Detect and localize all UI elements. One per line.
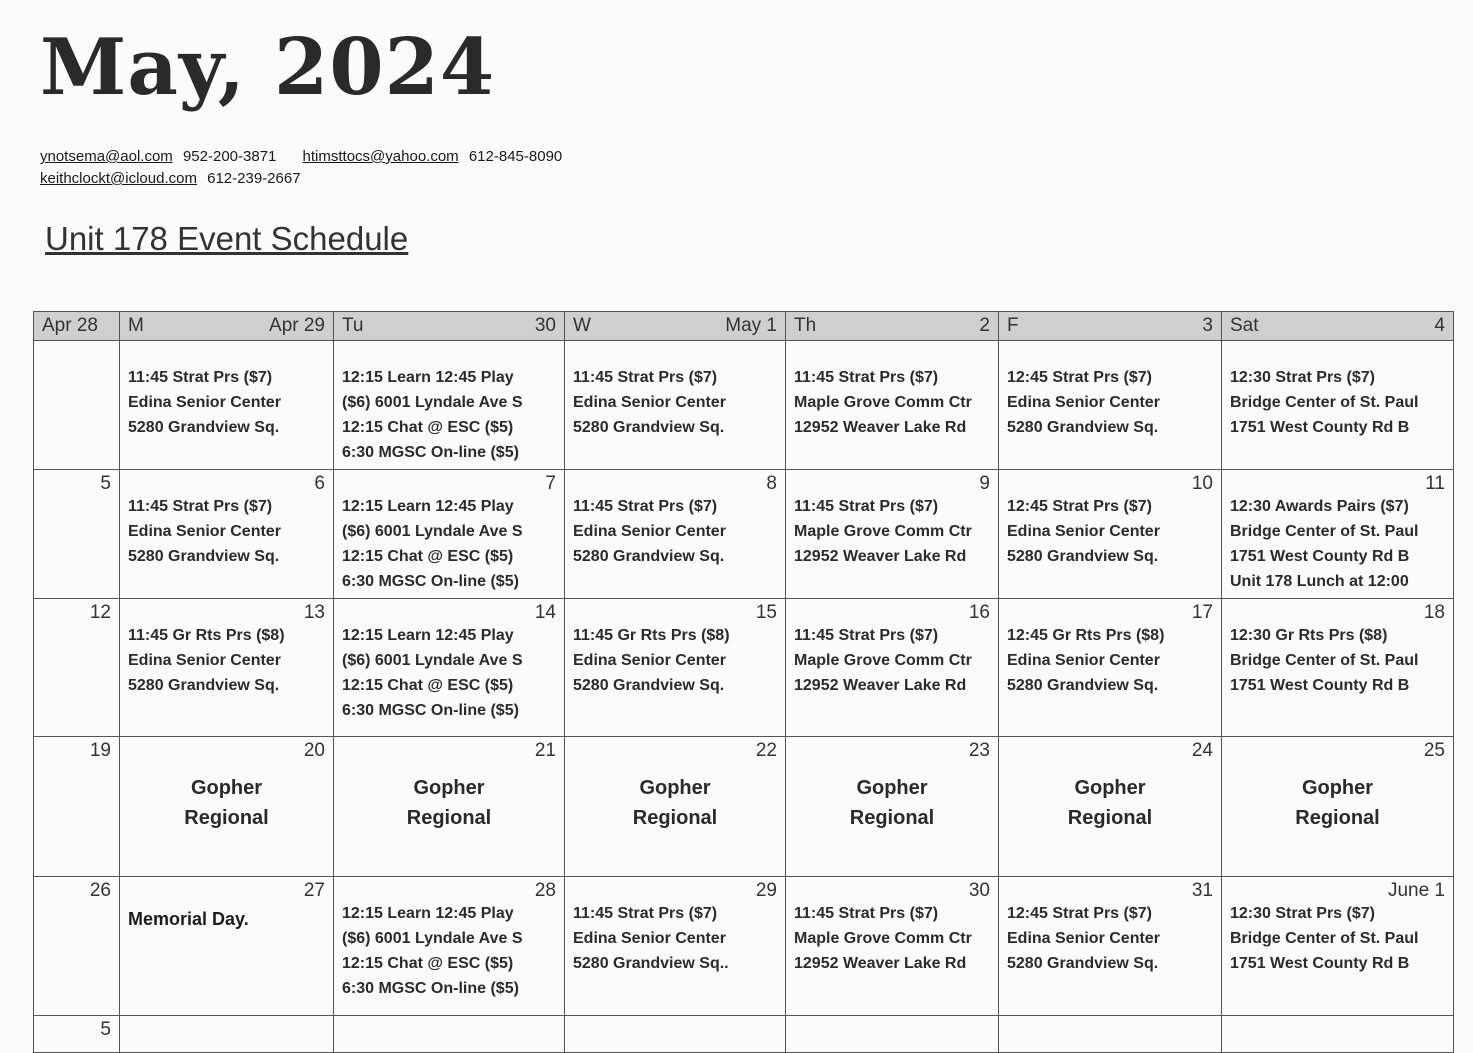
event-details — [1230, 494, 1445, 594]
regional-event-line: Gopher — [639, 777, 711, 799]
header-date: 4 — [1434, 315, 1445, 336]
event-line: Maple Grove Comm Ctr — [794, 394, 972, 411]
day-number: 15 — [755, 602, 777, 623]
event-line: 5280 Grandview Sq. — [1007, 677, 1159, 694]
email-link[interactable]: keithclockt@icloud.com — [40, 170, 197, 187]
event-details — [342, 365, 556, 465]
phone-number: 952-200-3871 — [182, 148, 277, 165]
event-line: Edina Senior Center — [573, 930, 726, 947]
day-number: 5 — [100, 1019, 111, 1040]
event-details — [1230, 365, 1445, 440]
day-cell — [1222, 737, 1454, 877]
week-row — [34, 1016, 1454, 1053]
day-cell — [999, 470, 1222, 599]
event-line: 12:15 Learn 12:45 Play — [342, 627, 514, 644]
weekday-header — [120, 312, 334, 341]
event-line: 12:15 Chat @ ESC ($5) — [342, 419, 514, 436]
day-cell — [999, 877, 1222, 1016]
day-number: 28 — [534, 880, 556, 901]
weekday-name: Tu — [342, 315, 364, 336]
day-cell — [786, 341, 999, 470]
day-number: 20 — [303, 740, 325, 761]
event-line: Edina Senior Center — [1007, 930, 1160, 947]
day-cell — [786, 1016, 999, 1053]
event-details — [1007, 365, 1213, 440]
calendar-body — [34, 341, 1454, 1053]
day-number — [128, 1020, 325, 1040]
event-line: Maple Grove Comm Ctr — [794, 523, 972, 540]
event-line: 12:15 Chat @ ESC ($5) — [342, 677, 514, 694]
event-line: 5280 Grandview Sq. — [128, 677, 280, 694]
day-number: 24 — [1191, 740, 1213, 761]
event-details — [794, 494, 990, 569]
week-row — [34, 341, 1454, 470]
day-number — [42, 345, 111, 365]
event-line: 12:45 Gr Rts Prs ($8) — [1007, 627, 1165, 644]
day-cell — [334, 1016, 565, 1053]
event-line: 11:45 Strat Prs ($7) — [573, 905, 718, 922]
day-number: 23 — [968, 740, 990, 761]
phone-number: 612-845-8090 — [468, 148, 563, 165]
event-line: Bridge Center of St. Paul — [1230, 394, 1419, 411]
day-number: 18 — [1423, 602, 1445, 623]
day-cell — [565, 1016, 786, 1053]
day-number: 10 — [1191, 473, 1213, 494]
weekday-header — [1222, 312, 1454, 341]
event-line: 12952 Weaver Lake Rd — [794, 677, 967, 694]
event-line: 12:30 Gr Rts Prs ($8) — [1230, 627, 1388, 644]
event-line: ($6) 6001 Lyndale Ave S — [342, 523, 523, 540]
contact-list — [40, 146, 584, 190]
event-details — [1007, 901, 1213, 976]
regional-event — [1230, 773, 1445, 833]
event-line: 5280 Grandview Sq. — [573, 548, 725, 565]
regional-event-line: Regional — [1295, 807, 1380, 829]
event-line: Edina Senior Center — [128, 652, 281, 669]
event-line: ($6) 6001 Lyndale Ave S — [342, 394, 523, 411]
event-line: Bridge Center of St. Paul — [1230, 930, 1419, 947]
event-line: 6:30 MGSC On-line ($5) — [342, 980, 519, 997]
weekday-name: Th — [794, 315, 817, 336]
day-cell — [120, 599, 334, 737]
event-line: 5280 Grandview Sq. — [573, 677, 725, 694]
event-line: 12:30 Awards Pairs ($7) — [1230, 498, 1409, 515]
day-cell — [786, 877, 999, 1016]
day-cell — [786, 470, 999, 599]
page-title: May, 2024 — [40, 22, 496, 113]
day-number — [573, 1020, 777, 1040]
day-cell — [120, 877, 334, 1016]
event-line: Edina Senior Center — [128, 523, 281, 540]
day-cell — [334, 470, 565, 599]
holiday-note: Memorial Day. — [128, 909, 249, 929]
event-line: 11:45 Strat Prs ($7) — [794, 498, 939, 515]
day-number: 12 — [89, 602, 111, 623]
regional-event — [573, 773, 777, 833]
event-line: 6:30 MGSC On-line ($5) — [342, 702, 519, 719]
day-cell — [999, 599, 1222, 737]
weekday-header — [786, 312, 999, 341]
calendar-grid — [33, 311, 1454, 1053]
regional-event-line: Regional — [632, 807, 718, 829]
day-cell — [565, 341, 786, 470]
day-cell — [34, 1016, 120, 1053]
event-details — [1007, 494, 1213, 569]
event-line: 11:45 Strat Prs ($7) — [794, 627, 939, 644]
event-line: 1751 West County Rd B — [1230, 677, 1410, 694]
day-cell — [1222, 877, 1454, 1016]
day-number — [342, 345, 556, 365]
day-cell — [565, 737, 786, 877]
regional-event-line: Gopher — [190, 777, 263, 799]
event-line: 12:30 Strat Prs ($7) — [1230, 905, 1375, 922]
regional-event — [128, 773, 325, 833]
day-cell — [34, 877, 120, 1016]
event-line: Edina Senior Center — [1007, 394, 1160, 411]
event-details — [128, 623, 325, 698]
regional-event-line: Regional — [184, 807, 269, 829]
contact-row — [40, 146, 584, 168]
event-line: Maple Grove Comm Ctr — [794, 652, 972, 669]
event-details — [342, 623, 556, 723]
event-line: 5280 Grandview Sq. — [1007, 419, 1159, 436]
header-date: 3 — [1202, 315, 1213, 336]
regional-event-line: Regional — [1067, 807, 1153, 829]
event-line: 5280 Grandview Sq. — [573, 419, 725, 436]
header-date: 2 — [979, 315, 990, 336]
event-line: 5280 Grandview Sq. — [128, 548, 280, 565]
day-cell — [120, 470, 334, 599]
event-details — [342, 494, 556, 594]
regional-event-line: Gopher — [1301, 777, 1374, 799]
weekday-header — [565, 312, 786, 341]
weekday-header — [334, 312, 565, 341]
regional-event — [794, 773, 990, 833]
day-number — [342, 1020, 556, 1040]
day-number: 17 — [1191, 602, 1213, 623]
event-line: 11:45 Strat Prs ($7) — [573, 369, 718, 386]
weekday-header — [34, 312, 120, 341]
event-line: Unit 178 Lunch at 12:00 — [1230, 573, 1409, 590]
event-line: 11:45 Strat Prs ($7) — [128, 369, 273, 386]
regional-event-line: Gopher — [856, 777, 928, 799]
schedule-title: Unit 178 Event Schedule — [45, 220, 409, 257]
day-number — [1007, 345, 1213, 365]
event-line: Edina Senior Center — [573, 523, 726, 540]
day-cell — [1222, 470, 1454, 599]
event-line: 12:45 Strat Prs ($7) — [1007, 369, 1152, 386]
regional-event-line: Regional — [849, 807, 935, 829]
event-details — [128, 494, 325, 569]
day-cell — [999, 1016, 1222, 1053]
day-number: 16 — [968, 602, 990, 623]
event-details — [573, 494, 777, 569]
day-cell — [1222, 341, 1454, 470]
event-line: 12952 Weaver Lake Rd — [794, 419, 967, 436]
event-line: 6:30 MGSC On-line ($5) — [342, 444, 519, 461]
week-row — [34, 737, 1454, 877]
event-line: Maple Grove Comm Ctr — [794, 930, 972, 947]
day-number: 22 — [755, 740, 777, 761]
event-details — [794, 623, 990, 698]
day-number: 29 — [755, 880, 777, 901]
event-details — [342, 901, 556, 1001]
day-cell — [786, 599, 999, 737]
event-line: 5280 Grandview Sq. — [128, 419, 280, 436]
event-line: Edina Senior Center — [1007, 652, 1160, 669]
day-number — [1007, 1020, 1213, 1040]
regional-event — [342, 773, 556, 833]
event-details — [1230, 901, 1445, 976]
event-line: ($6) 6001 Lyndale Ave S — [342, 652, 523, 669]
day-cell — [565, 599, 786, 737]
event-details — [128, 365, 325, 440]
event-line: 12:15 Chat @ ESC ($5) — [342, 955, 514, 972]
phone-number: 612-239-2667 — [207, 170, 301, 187]
event-line: 5280 Grandview Sq. — [1007, 548, 1159, 565]
regional-event — [1007, 773, 1213, 833]
day-number — [128, 345, 325, 365]
event-line: 12:45 Strat Prs ($7) — [1007, 498, 1152, 515]
day-number: 14 — [534, 602, 556, 623]
day-number: 11 — [1425, 473, 1445, 494]
weekday-name: Sat — [1230, 315, 1259, 336]
event-details — [573, 623, 777, 698]
day-number: June 1 — [1387, 880, 1445, 901]
day-number: 21 — [534, 740, 556, 761]
header-date: May 1 — [725, 315, 777, 336]
day-number — [1230, 345, 1445, 365]
event-line: 5280 Grandview Sq. — [1007, 955, 1159, 972]
week-row — [34, 470, 1454, 599]
day-cell — [334, 737, 565, 877]
day-number: 9 — [979, 473, 990, 494]
week-row — [34, 599, 1454, 737]
event-details — [794, 901, 990, 976]
event-line: Bridge Center of St. Paul — [1230, 652, 1419, 669]
day-number: 8 — [766, 473, 777, 494]
day-cell — [120, 737, 334, 877]
weekday-header — [999, 312, 1222, 341]
day-number — [794, 345, 990, 365]
event-line: Edina Senior Center — [573, 652, 726, 669]
event-line: Edina Senior Center — [1007, 523, 1160, 540]
event-line: 5280 Grandview Sq.. — [573, 955, 729, 972]
day-number — [794, 1020, 990, 1040]
weekday-name: F — [1007, 315, 1019, 336]
day-cell — [120, 341, 334, 470]
event-line: 11:45 Strat Prs ($7) — [794, 369, 939, 386]
day-number — [1230, 1020, 1445, 1040]
week-row — [34, 877, 1454, 1016]
day-cell — [786, 737, 999, 877]
event-line: 1751 West County Rd B — [1230, 419, 1410, 436]
day-cell — [565, 470, 786, 599]
event-line: 12:15 Learn 12:45 Play — [342, 905, 514, 922]
day-number: 30 — [968, 880, 990, 901]
event-details — [794, 365, 990, 440]
day-cell — [334, 599, 565, 737]
event-line: 12:15 Learn 12:45 Play — [342, 498, 514, 515]
event-line: 11:45 Strat Prs ($7) — [794, 905, 939, 922]
header-date: Apr 28 — [42, 315, 98, 336]
event-line: 12:15 Chat @ ESC ($5) — [342, 548, 514, 565]
event-line: 1751 West County Rd B — [1230, 955, 1410, 972]
weekday-header-row — [34, 312, 1454, 341]
day-cell — [334, 877, 565, 1016]
regional-event-line: Gopher — [413, 777, 485, 799]
regional-event-line: Regional — [406, 807, 492, 829]
day-number — [573, 345, 777, 365]
event-line: 11:45 Strat Prs ($7) — [128, 498, 273, 515]
day-cell — [1222, 599, 1454, 737]
day-cell — [565, 877, 786, 1016]
day-cell — [34, 470, 120, 599]
day-number: 7 — [545, 473, 556, 494]
event-line: 11:45 Gr Rts Prs ($8) — [573, 627, 730, 644]
day-cell — [1222, 1016, 1454, 1053]
day-number: 31 — [1191, 880, 1213, 901]
day-cell — [34, 341, 120, 470]
event-line: 1751 West County Rd B — [1230, 548, 1410, 565]
event-details — [1230, 623, 1445, 698]
email-link[interactable]: ynotsema@aol.com — [40, 148, 173, 165]
event-details — [573, 901, 777, 976]
regional-event-line: Gopher — [1074, 777, 1146, 799]
event-line: 11:45 Strat Prs ($7) — [573, 498, 718, 515]
event-line: Bridge Center of St. Paul — [1230, 523, 1419, 540]
event-line: 12952 Weaver Lake Rd — [794, 548, 967, 565]
day-number: 6 — [314, 473, 325, 494]
day-number: 13 — [303, 602, 325, 623]
day-cell — [334, 341, 565, 470]
event-details — [573, 365, 777, 440]
day-number: 27 — [303, 880, 325, 901]
day-cell — [999, 737, 1222, 877]
weekday-name: W — [573, 315, 591, 336]
day-cell — [120, 1016, 334, 1053]
weekday-name: M — [128, 315, 144, 336]
event-line: 12952 Weaver Lake Rd — [794, 955, 967, 972]
day-cell — [999, 341, 1222, 470]
day-number: 19 — [89, 740, 111, 761]
event-line: 12:15 Learn 12:45 Play — [342, 369, 514, 386]
day-cell — [34, 599, 120, 737]
day-cell — [34, 737, 120, 877]
day-number: 5 — [100, 473, 111, 494]
day-number: 26 — [89, 880, 111, 901]
event-line: 12:30 Strat Prs ($7) — [1230, 369, 1375, 386]
event-line: 6:30 MGSC On-line ($5) — [342, 573, 519, 590]
day-number: 25 — [1423, 740, 1445, 761]
event-line: 11:45 Gr Rts Prs ($8) — [128, 627, 285, 644]
contact-row — [40, 168, 584, 190]
event-line: 12:45 Strat Prs ($7) — [1007, 905, 1152, 922]
event-line: Edina Senior Center — [573, 394, 726, 411]
event-details — [1007, 623, 1213, 698]
header-date: 30 — [534, 315, 556, 336]
header-date: Apr 29 — [269, 315, 325, 336]
event-line: ($6) 6001 Lyndale Ave S — [342, 930, 523, 947]
event-line: Edina Senior Center — [128, 394, 281, 411]
email-link[interactable]: htimsttocs@yahoo.com — [302, 148, 459, 165]
